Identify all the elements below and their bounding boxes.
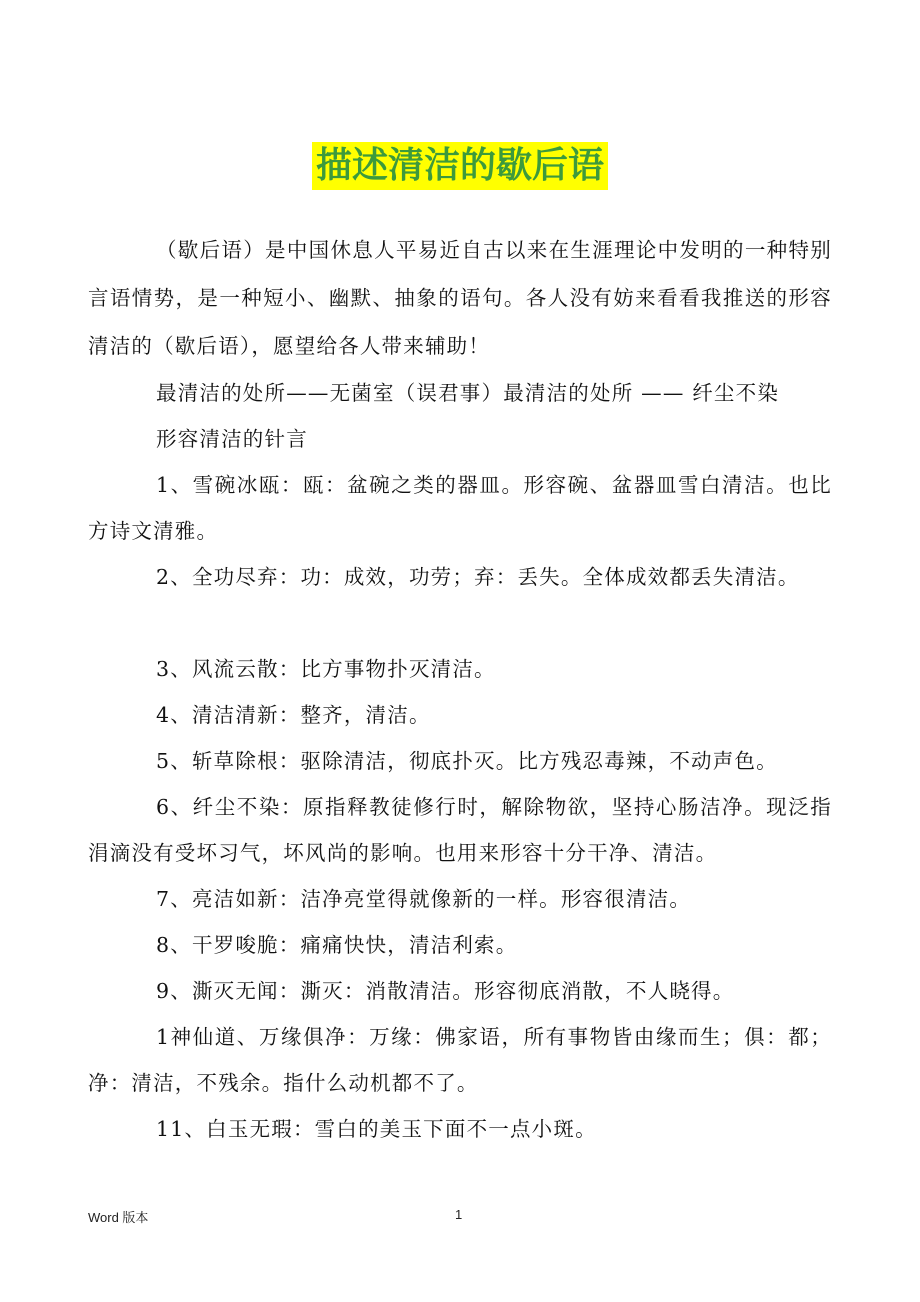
list-item: 3、风流云散：比方事物扑灭清洁。: [156, 657, 496, 681]
document-title: 描述清洁的歇后语: [312, 142, 608, 190]
paragraph-intro: （歇后语）是中国休息人平易近自古以来在生涯理论中发明的一种特别言语情势，是一种短小、幽默、抽象的语句。各人没有妨来看看我推送的形容清洁的（歇后语），愿望给各人带来辅助！: [88, 238, 832, 358]
list-item: 2、全功尽弃：功：成效，功劳；弃：丢失。全体成效都丢失清洁。: [156, 565, 800, 589]
list-item: 4、清洁清新：整齐，清洁。: [156, 703, 431, 727]
list-item: 8、干罗唆脆：痛痛快快，清洁利索。: [156, 933, 518, 957]
page-number: 1: [455, 1207, 463, 1222]
blank-line: [88, 600, 832, 646]
paragraph-cleanest-place: 最清洁的处所——无菌室（误君事）最清洁的处所 —— 纤尘不染: [156, 381, 780, 405]
list-item: 9、澌灭无闻：澌灭：消散清洁。形容彻底消散，不人晓得。: [156, 979, 735, 1003]
list-item: 1、雪碗冰瓯：瓯：盆碗之类的器皿。形容碗、盆器皿雪白清洁。也比方诗文清雅。: [88, 473, 832, 543]
title-wrap: [0, 142, 920, 190]
list-item: 5、斩草除根：驱除清洁，彻底扑灭。比方残忍毒辣，不动声色。: [156, 749, 778, 773]
list-item: 1神仙道、万缘俱净：万缘：佛家语，所有事物皆由缘而生；俱：都；净：清洁，不残余。指什么动机都不了。: [88, 1025, 832, 1095]
list-item: 6、纤尘不染：原指释教徒修行时，解除物欲，坚持心肠洁净。现泛指涓滴没有受坏习气，坏风尚的影响。也用来形容十分干净、清洁。: [88, 795, 832, 865]
footer-version-label: Word 版本: [88, 1210, 149, 1225]
document-body: [88, 226, 832, 1152]
list-item: 7、亮洁如新：洁净亮堂得就像新的一样。形容很清洁。: [156, 887, 692, 911]
list-item: 11、白玉无瑕：雪白的美玉下面不一点小斑。: [156, 1117, 597, 1141]
paragraph-subheading: 形容清洁的针言: [156, 427, 308, 451]
